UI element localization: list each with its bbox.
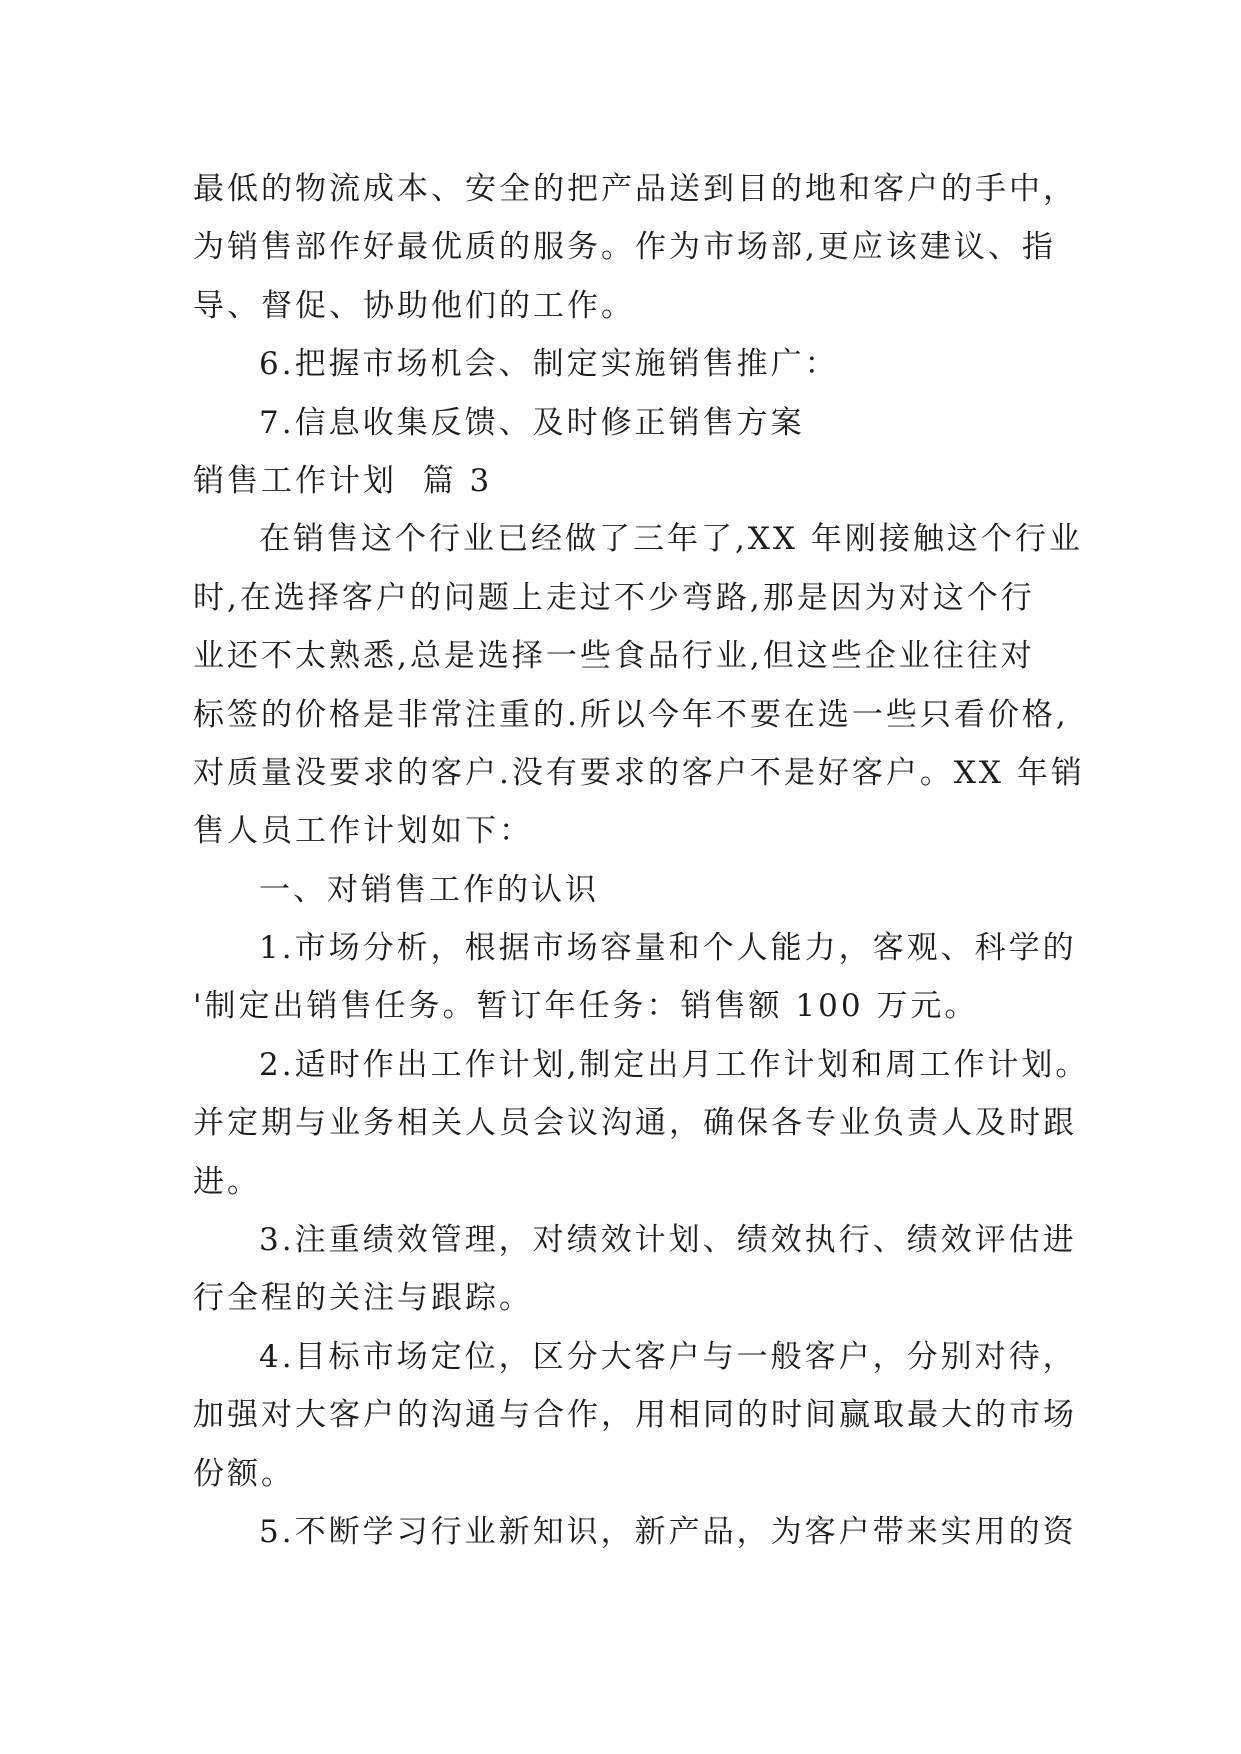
text-line: 份额。 bbox=[193, 1455, 295, 1492]
text-line: 行全程的关注与跟踪。 bbox=[193, 1280, 533, 1317]
text-line: 导、督促、协助他们的工作。 bbox=[193, 287, 635, 324]
document-body bbox=[193, 160, 1153, 1561]
text-line: 售人员工作计划如下： bbox=[193, 813, 533, 850]
paragraph-start: 在销售这个行业已经做了三年了,XX 年刚接触这个行业 bbox=[259, 521, 1083, 558]
text-line: 进。 bbox=[193, 1163, 261, 1200]
section-heading: 销售工作计划 篇 3 bbox=[193, 462, 493, 499]
text-line: 业还不太熟悉,总是选择一些食品行业,但这些企业往往对 bbox=[193, 638, 1035, 675]
list-item-6: 6.把握市场机会、制定实施销售推广： bbox=[259, 346, 839, 383]
list-item-2: 2.适时作出工作计划,制定出月工作计划和周工作计划。 bbox=[259, 1046, 1090, 1083]
subheading: 一、对销售工作的认识 bbox=[259, 871, 599, 908]
list-item-7: 7.信息收集反馈、及时修正销售方案 bbox=[259, 404, 805, 441]
text-line: 对质量没要求的客户.没有要求的客户不是好客户。XX 年销 bbox=[193, 754, 1085, 791]
text-line: 并定期与业务相关人员会议沟通，确保各专业负责人及时跟 bbox=[193, 1105, 1077, 1142]
list-item-4: 4.目标市场定位，区分大客户与一般客户，分别对待， bbox=[259, 1338, 1077, 1375]
list-item-3: 3.注重绩效管理，对绩效计划、绩效执行、绩效评估进 bbox=[259, 1222, 1077, 1259]
text-line: '制定出销售任务。暂订年任务：销售额 100 万元。 bbox=[193, 988, 979, 1025]
text-line: 标签的价格是非常注重的.所以今年不要在选一些只看价格, bbox=[193, 696, 1069, 733]
text-line: 加强对大客户的沟通与合作，用相同的时间赢取最大的市场 bbox=[193, 1397, 1077, 1434]
list-item-5: 5.不断学习行业新知识，新产品，为客户带来实用的资 bbox=[259, 1513, 1077, 1550]
list-item-1: 1.市场分析，根据市场容量和个人能力，客观、科学的 bbox=[259, 930, 1077, 967]
text-line: 最低的物流成本、安全的把产品送到目的地和客户的手中， bbox=[193, 171, 1077, 207]
text-line: 时,在选择客户的问题上走过不少弯路,那是因为对这个行 bbox=[193, 579, 1035, 616]
text-line: 为销售部作好最优质的服务。作为市场部,更应该建议、指 bbox=[193, 229, 1056, 266]
